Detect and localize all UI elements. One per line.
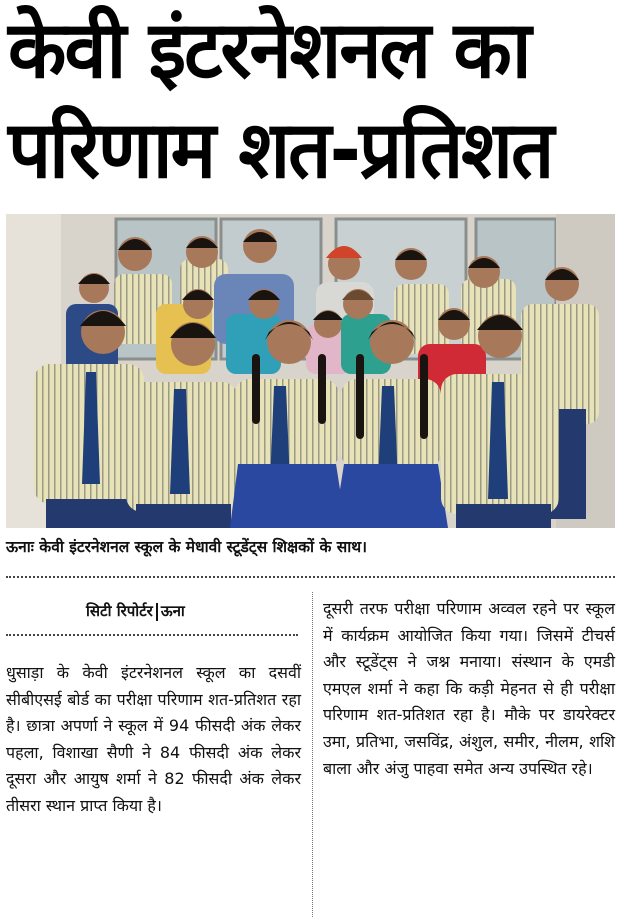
- byline-reporter: सिटी रिपोर्टर: [86, 602, 153, 620]
- article-left-column: [6, 660, 301, 820]
- byline-place: ऊना: [160, 602, 185, 620]
- left-column-text: धुसाड़ा के केवी इंटरनेशनल स्कूल का दसवीं सीबीएसई बोर्ड का परीक्षा परिणाम शत-प्रतिशत रहा है। छात्रा अपर्णा ने स्कूल में 94 फीसदी अंक लेकर पहला, विशाखा सैणी ने 84 फीसदी अंक लेकर दूसरा और आयुष शर्मा ने 82 फीसदी अंक लेकर तीसरा स्थान प्राप्त किया है।: [6, 663, 301, 815]
- headline: [8, 0, 614, 200]
- headline-line-1: केवी इंटरनेशनल का: [8, 3, 530, 96]
- group-photo-illustration: [6, 214, 615, 528]
- byline-separator: [156, 603, 158, 621]
- headline-line-2: परिणाम शत-प्रतिशत: [8, 103, 553, 196]
- photo-caption: ऊनाः केवी इंटरनेशनल स्कूल के मेधावी स्टूडेंट्स शिक्षकों के साथ।: [6, 538, 368, 556]
- article-right-column: [323, 596, 615, 782]
- group-photo: [6, 214, 615, 528]
- column-divider: [312, 592, 313, 917]
- caption-divider: [6, 576, 615, 578]
- right-column-text: दूसरी तरफ परीक्षा परिणाम अव्वल रहने पर स्कूल में कार्यक्रम आयोजित किया गया। जिसमें टीचर्स और स्टूडेंट्स ने जश्न मनाया। संस्थान के एमडी एमएल शर्मा ने कहा कि कड़ी मेहनत से ही परीक्षा परिणाम शत-प्रतिशत रहा है। मौके पर डायरेक्टर उमा, प्रतिभा, जसविंद्र, अंशुल, समीर, नीलम, शशि बाला और अंजु पाहवा समेत अन्य उपस्थित रहे।: [323, 599, 615, 778]
- byline: [86, 601, 306, 621]
- byline-divider: [6, 634, 298, 636]
